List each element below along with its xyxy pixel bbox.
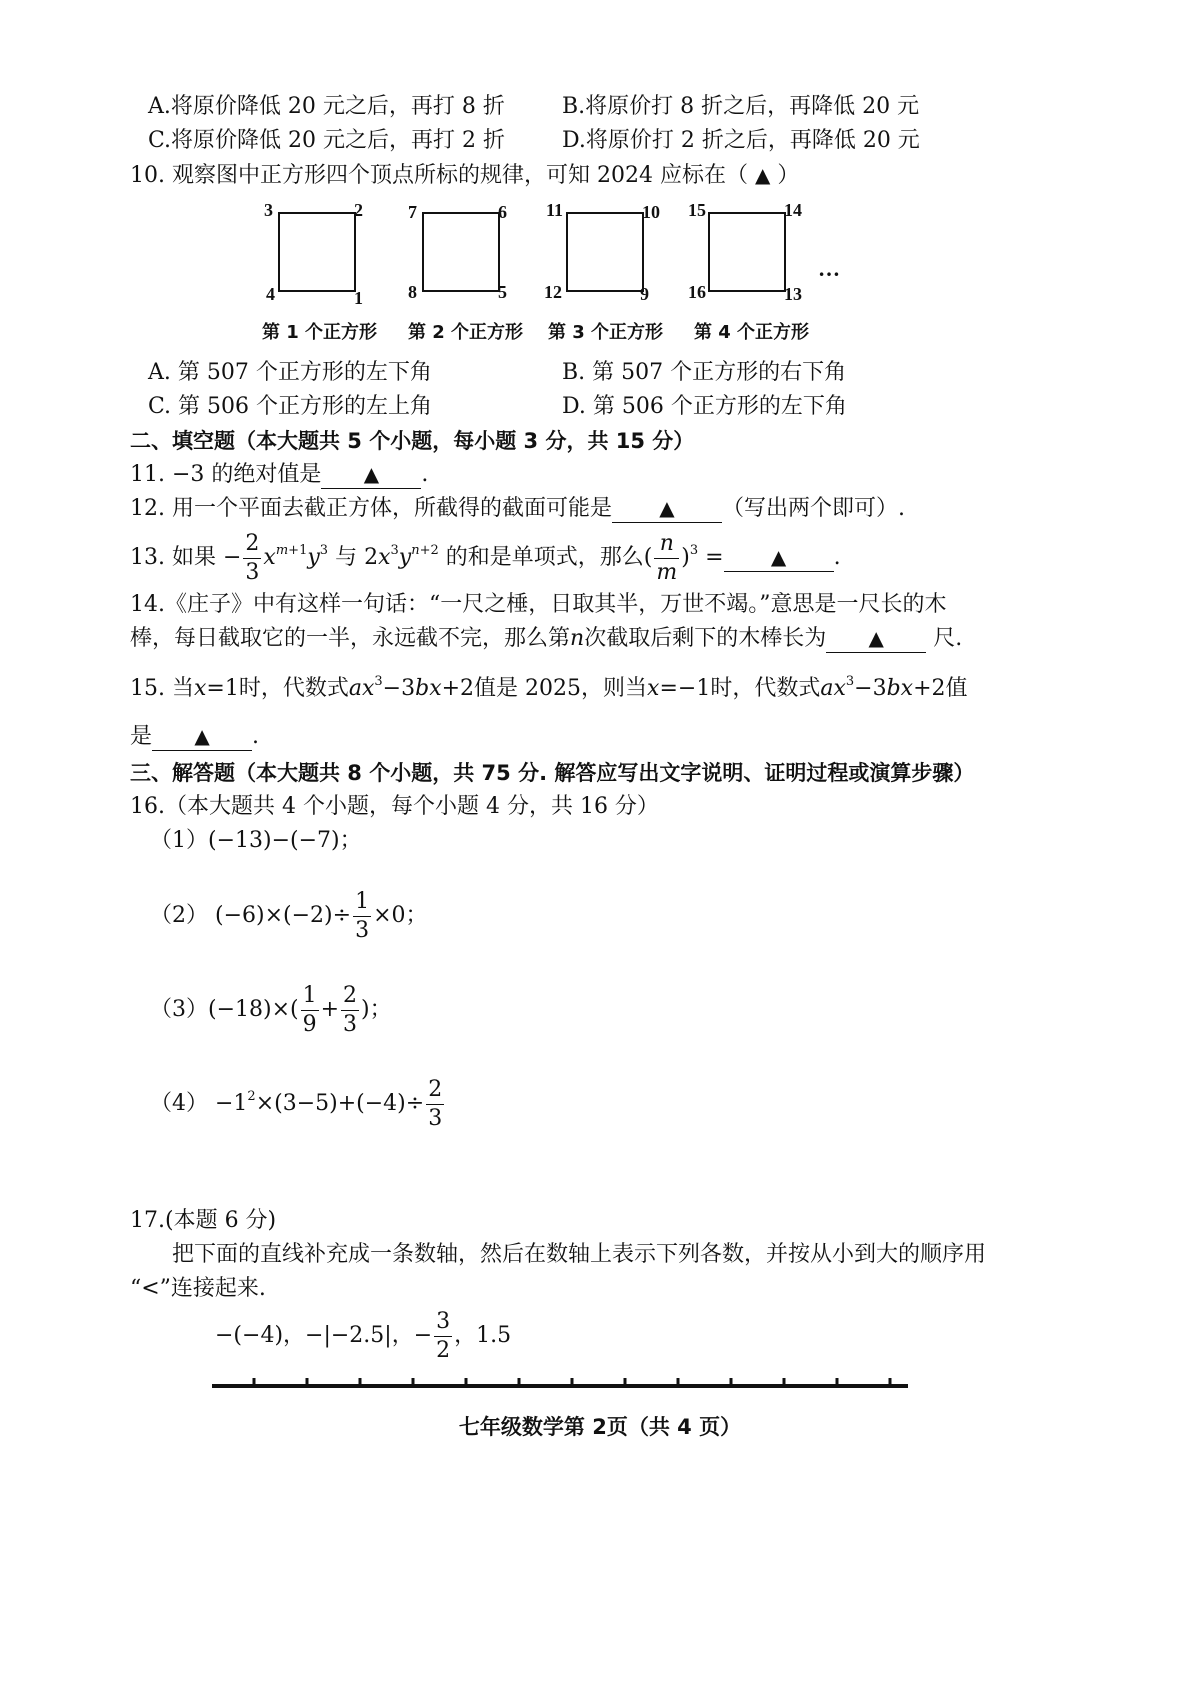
square-3-top-left-label: 11 xyxy=(546,200,564,220)
square-2-top-right-label: 6 xyxy=(498,202,507,222)
answer-triangle-icon: ▲ xyxy=(363,462,380,486)
q17-line-1: 把下面的直线补充成一条数轴，然后在数轴上表示下列各数，并按从小到大的顺序用 xyxy=(172,1242,987,1267)
q16-part-4-exponent: 2 xyxy=(247,1089,256,1104)
q10-stem-text: 10. 观察图中正方形四个顶点所标的规律，可知 2024 应标在（ xyxy=(130,163,748,188)
square-1-caption: 第 1 个正方形 xyxy=(262,322,378,343)
q13-expression: ( $\frac{n}{m}$ )$^3$ xyxy=(643,530,699,585)
q16-part-3-end: )； xyxy=(361,997,392,1022)
q15-line-2-text: 是 xyxy=(130,724,153,749)
q9-option-a: A.将原价降低 20 元之后，再打 8 折 xyxy=(148,94,505,119)
square-2-bottom-left-label: 8 xyxy=(408,282,417,302)
square-4-top-right-label: 14 xyxy=(784,200,802,220)
square-1-bottom-right-label: 1 xyxy=(354,288,363,308)
q16-part-4-mid: ×(3−5)+(−4)÷ xyxy=(255,1091,425,1116)
q16-part-2-fraction: $\frac{1}{3}$ xyxy=(355,888,370,943)
square-4-bottom-left-label: 16 xyxy=(688,282,706,302)
answer-triangle-icon: ▲ xyxy=(194,724,210,748)
q13-and: 与 xyxy=(335,545,358,570)
q15-text-2: 时，代数式 xyxy=(238,676,349,701)
section-2-heading: 二、填空题（本大题共 5 个小题，每小题 3 分，共 15 分） xyxy=(130,429,695,453)
q15-text: 15. 当 xyxy=(130,676,194,701)
q16-part-3-fraction-1: $\frac{1}{9}$ xyxy=(302,982,317,1037)
q10-option-b: B. 第 507 个正方形的右下角 xyxy=(562,360,847,385)
square-3-caption: 第 3 个正方形 xyxy=(548,322,664,343)
q9-option-b: B.将原价打 8 折之后，再降低 20 元 xyxy=(562,94,920,119)
q13-mid-text: 的和是单项式，那么 xyxy=(445,545,644,570)
q15-condition-1: x=1 xyxy=(193,676,239,701)
square-2-bottom-right-label: 5 xyxy=(498,282,507,302)
square-3-bottom-right-label: 9 xyxy=(640,284,649,304)
square-1-top-right-label: 2 xyxy=(354,200,363,220)
q17-line-2: “<”连接起来. xyxy=(130,1276,266,1301)
q10-stem-close: ） xyxy=(777,163,800,188)
square-4-top-left-label: 15 xyxy=(688,200,706,220)
q16-heading: 16.（本大题共 4 个小题，每个小题 4 分，共 16 分） xyxy=(130,794,659,819)
q14-line-2-text: 棒，每日截取它的一半，永远截不完，那么第 xyxy=(130,626,571,651)
q16-part-4-fraction: $\frac{2}{3}$ xyxy=(428,1076,443,1131)
q13-monomial-2: $2x^3y^{n+2}$ xyxy=(364,543,439,570)
q15-text-5: 值 xyxy=(945,676,968,701)
q17-fraction-three-halves: $\frac{3}{2}$ xyxy=(436,1308,451,1363)
q14-variable-n: n xyxy=(570,626,585,651)
q10-option-c: C. 第 506 个正方形的左上角 xyxy=(148,394,433,419)
q15-condition-2: x=−1 xyxy=(647,676,711,701)
q11-text: 11. −3 的绝对值是 xyxy=(130,462,322,487)
q14-line-1: 14.《庄子》中有这样一句话：“一尺之棰，日取其半，万世不竭。”意思是一尺长的木 xyxy=(130,592,947,617)
square-2-caption: 第 2 个正方形 xyxy=(408,322,524,343)
q12-end: （写出两个即可）. xyxy=(721,496,905,521)
answer-triangle-icon: ▲ xyxy=(868,626,884,650)
q16-part-3-text: （3）(−18)×( xyxy=(150,997,299,1022)
square-2-top-left-label: 7 xyxy=(408,202,417,222)
q13-text: 13. 如果 xyxy=(130,545,216,570)
q11-end: . xyxy=(421,462,429,487)
q15-expression-1: $ax^3-3bx+2$ xyxy=(348,674,475,701)
q17-heading: 17.(本题 6 分) xyxy=(130,1208,277,1233)
q16-part-2-text: （2） (−6)×(−2)÷ xyxy=(150,903,352,928)
q15-end: . xyxy=(252,724,260,749)
answer-triangle-icon: ▲ xyxy=(770,545,787,569)
sequence-ellipsis: … xyxy=(818,256,840,281)
q14-unit: 尺. xyxy=(933,626,963,651)
q9-option-d: D.将原价打 2 折之后，再降低 20 元 xyxy=(562,128,920,153)
square-1-top-left-label: 3 xyxy=(264,200,273,220)
q16-part-3-fraction-2: $\frac{2}{3}$ xyxy=(343,982,358,1037)
q9-option-c: C.将原价降低 20 元之后，再打 2 折 xyxy=(148,128,506,153)
square-3-bottom-left-label: 12 xyxy=(544,282,562,302)
page-footer: 七年级数学第 2页（共 4 页） xyxy=(458,1415,742,1439)
q13-monomial-1: − $\frac{2}{3}$ $x^{m+1}y^3$ xyxy=(222,530,329,585)
square-4-caption: 第 4 个正方形 xyxy=(694,322,810,343)
q17-numbers-end: ，1.5 xyxy=(454,1323,512,1348)
q16-part-3: （3）(−18)×( $\frac{1}{9}$ + $\frac{2}{3}$ )； xyxy=(150,982,392,1037)
q13-end: . xyxy=(833,545,841,570)
q16-part-4-text: （4） −1 xyxy=(150,1091,248,1116)
square-1-bottom-left-label: 4 xyxy=(266,284,275,304)
q15-text-4: 时，代数式 xyxy=(710,676,821,701)
q17-numbers-text: −(−4)，−|−2.5|，− xyxy=(215,1323,433,1348)
q16-part-1: （1）(−13)−(−7)； xyxy=(150,828,362,853)
answer-triangle-icon: ▲ xyxy=(659,496,675,520)
q15-text-3: 值是 2025，则当 xyxy=(474,676,648,701)
square-4-bottom-right-label: 13 xyxy=(784,284,802,304)
answer-triangle-icon: ▲ xyxy=(754,163,771,187)
q16-part-2-end: ×0； xyxy=(373,903,428,928)
square-3-top-right-label: 10 xyxy=(642,202,660,222)
q13-equals: = xyxy=(705,545,724,570)
q15-expression-2: $ax^3-3bx+2$ xyxy=(820,674,946,701)
section-3-heading: 三、解答题（本大题共 8 个小题，共 75 分. 解答应写出文字说明、证明过程或演算步骤） xyxy=(130,761,975,785)
q10-option-a: A. 第 507 个正方形的左下角 xyxy=(148,360,432,385)
q10-option-d: D. 第 506 个正方形的左下角 xyxy=(562,394,847,419)
q14-line-2-mid: 次截取后剩下的木棒长为 xyxy=(584,626,827,651)
q12-text: 12. 用一个平面去截正方体，所截得的截面可能是 xyxy=(130,496,612,521)
